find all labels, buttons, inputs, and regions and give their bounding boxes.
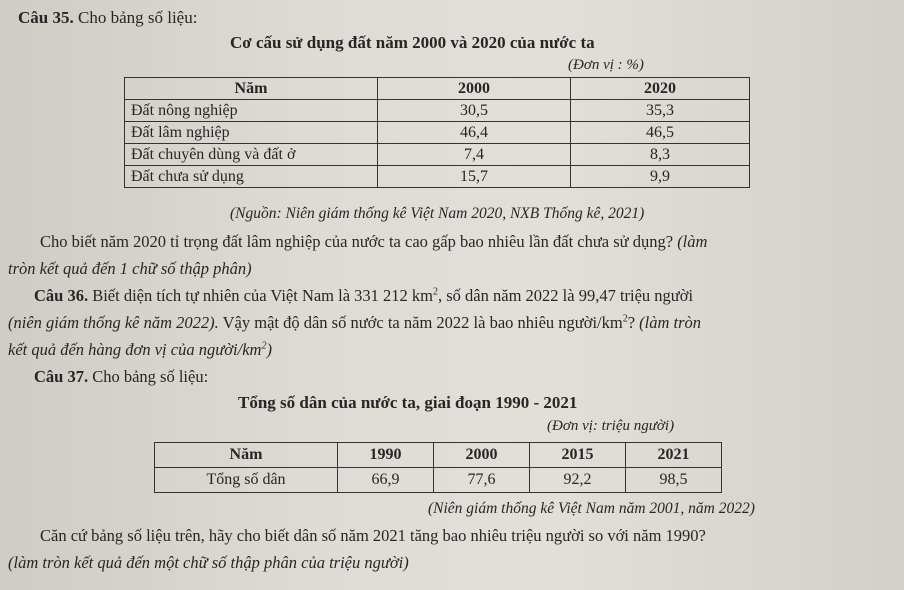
header-cell: Năm xyxy=(155,443,338,468)
table-cell: 46,5 xyxy=(571,122,750,144)
q36-line3 xyxy=(8,340,272,360)
header-cell: 2015 xyxy=(530,443,626,468)
q35-hint-end: tròn kết quả đến 1 chữ số thập phân) xyxy=(8,259,252,278)
q37-table xyxy=(154,442,722,493)
table-cell: 66,9 xyxy=(338,468,434,493)
q36-source: (niên giám thống kê năm 2022). xyxy=(8,313,219,332)
header-cell: 2000 xyxy=(378,78,571,100)
q36-text-a: Biết diện tích tự nhiên của Việt Nam là 331 212 km xyxy=(92,286,434,305)
q37-intro: Cho bảng số liệu: xyxy=(92,367,209,386)
header-cell: 2020 xyxy=(571,78,750,100)
q35-source: (Nguồn: Niên giám thống kê Việt Nam 2020, NXB Thống kê, 2021) xyxy=(230,205,645,222)
superscript: 2 xyxy=(261,340,267,352)
table-cell: 7,4 xyxy=(378,144,571,166)
table-cell: Đất nông nghiệp xyxy=(125,100,378,122)
table-cell: 30,5 xyxy=(378,100,571,122)
table-cell: 46,4 xyxy=(378,122,571,144)
q35-heading xyxy=(18,8,197,28)
table-row xyxy=(155,468,722,493)
table-cell: Tổng số dân xyxy=(155,468,338,493)
q36-hint-end: kết quả đến hàng đơn vị của người/km xyxy=(8,340,262,359)
q35-question: Cho biết năm 2020 tỉ trọng đất lâm nghiệp của nước ta cao gấp bao nhiêu lần đất chưa sử dụng? xyxy=(40,232,674,251)
table-row xyxy=(125,100,750,122)
q35-label: Câu 35. xyxy=(18,8,74,27)
table-header-row xyxy=(155,443,722,468)
q36-question: Vậy mật độ dân số nước ta năm 2022 là bao nhiêu người/km xyxy=(222,313,623,332)
q35-question-line1 xyxy=(40,232,707,252)
table-cell: 98,5 xyxy=(626,468,722,493)
table-cell: 77,6 xyxy=(434,468,530,493)
q37-unit: (Đơn vị: triệu người) xyxy=(547,418,675,434)
table-row xyxy=(125,144,750,166)
header-cell: Năm xyxy=(125,78,378,100)
table-cell: 92,2 xyxy=(530,468,626,493)
superscript: 2 xyxy=(622,313,628,325)
table-cell: Đất chưa sử dụng xyxy=(125,166,378,188)
q35-unit: (Đơn vị : %) xyxy=(568,57,644,73)
table-cell: 15,7 xyxy=(378,166,571,188)
table-cell: Đất chuyên dùng và đất ở xyxy=(125,144,378,166)
q37-table-title: Tổng số dân của nước ta, giai đoạn 1990 - 2021 xyxy=(238,393,578,412)
q37-hint: (làm tròn kết quả đến một chữ số thập phân của triệu người) xyxy=(8,553,409,572)
table-row xyxy=(125,122,750,144)
table-row xyxy=(125,166,750,188)
table-cell: 9,9 xyxy=(571,166,750,188)
q35-table xyxy=(124,77,750,188)
table-cell: 8,3 xyxy=(571,144,750,166)
q36-hint-close: ) xyxy=(266,340,272,359)
q37-question: Căn cứ bảng số liệu trên, hãy cho biết dân số năm 2021 tăng bao nhiêu triệu người so với năm 1990? xyxy=(40,526,706,545)
q36-label: Câu 36. xyxy=(34,286,89,305)
q36-text-b: , số dân năm 2022 là 99,47 triệu người xyxy=(438,286,694,305)
q36-hint-start: (làm tròn xyxy=(639,313,702,332)
q35-intro: Cho bảng số liệu: xyxy=(77,8,198,27)
header-cell: 1990 xyxy=(338,443,434,468)
header-cell: 2000 xyxy=(434,443,530,468)
q35-table-title: Cơ cấu sử dụng đất năm 2000 và 2020 của nước ta xyxy=(230,33,595,52)
q36-line1 xyxy=(34,286,693,306)
header-cell: 2021 xyxy=(626,443,722,468)
table-header-row xyxy=(125,78,750,100)
q37-heading xyxy=(34,367,208,387)
q36-line2 xyxy=(8,313,701,333)
q37-label: Câu 37. xyxy=(34,367,89,386)
q35-hint-start: (làm xyxy=(677,232,708,251)
table-cell: 35,3 xyxy=(571,100,750,122)
q36-question-mark: ? xyxy=(627,313,636,332)
q37-source: (Niên giám thống kê Việt Nam năm 2001, năm 2022) xyxy=(428,500,755,517)
superscript: 2 xyxy=(433,286,439,298)
table-cell: Đất lâm nghiệp xyxy=(125,122,378,144)
